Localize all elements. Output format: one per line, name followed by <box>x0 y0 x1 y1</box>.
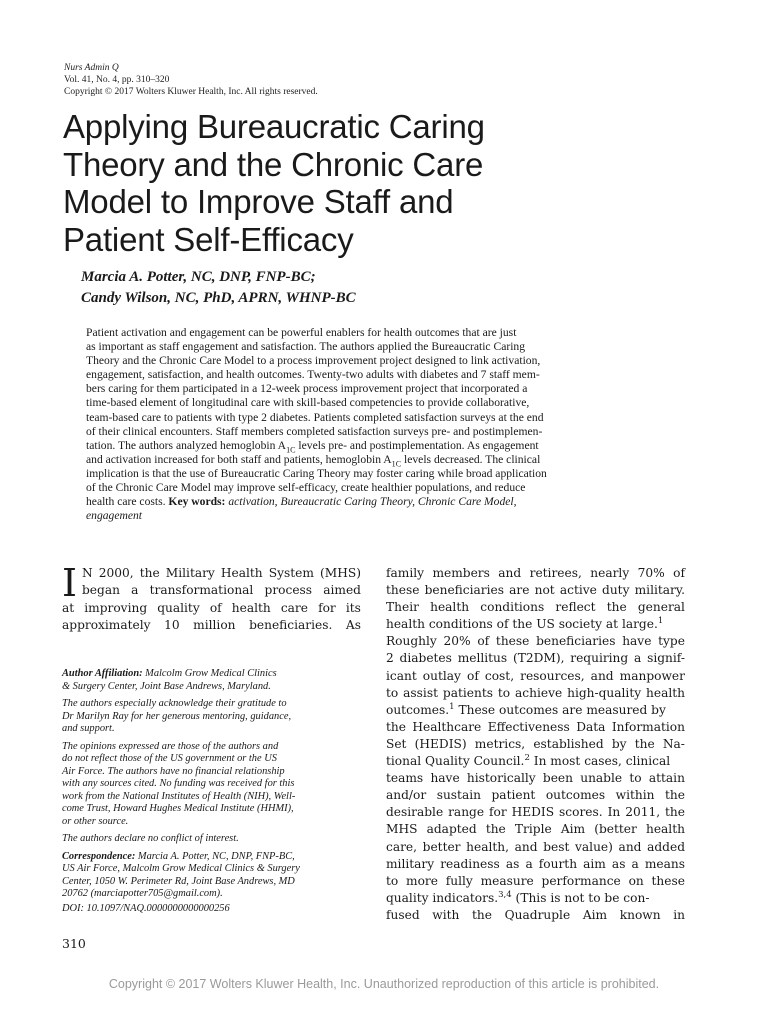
journal-header <box>64 62 318 98</box>
article-title <box>63 108 713 258</box>
body-line: approximately 10 million beneficiaries. As <box>62 618 361 633</box>
keywords: activation, Bureaucratic Caring Theory, Chronic Care Model, <box>225 495 517 509</box>
body-line: family members and retirees, nearly 70% of <box>386 566 685 580</box>
body-line: outcomes.$^1$ These outcomes are measured by <box>386 701 666 717</box>
body-line: teams have historically been unable to attain <box>386 771 685 786</box>
abstract-line: bers caring for them participated in a 12-week process improvement project that incorporated a <box>86 382 528 396</box>
body-line: to assist patients to achieve high-quality health <box>386 685 685 700</box>
body-line: Their health conditions reflect the general <box>386 600 685 615</box>
keywords: engagement <box>86 509 143 523</box>
title-line: Model to Improve Staff and <box>63 183 454 220</box>
title-line: Applying Bureaucratic Caring <box>63 108 485 145</box>
abstract <box>86 326 662 523</box>
author-list <box>81 267 356 309</box>
body-line: quality indicators.$^{3,4}$ (This is not to be con- <box>386 889 650 905</box>
body-line: care, better health, and best value) and added <box>386 839 685 854</box>
abstract-line: time-based element of longitudinal care with skill-based competencies to provide collaborative, <box>86 396 530 410</box>
body-line: health conditions of the US society at large.$^1$ <box>386 616 664 632</box>
disclaimer: The opinions expressed are those of the authors and do not reflect those of the US government or the US Air Force. The authors have no financial relationship with any sources cited. No funding was received for this work from the National Institutes of Health (NIH), Well- come Trust, Howard Hughes Medical Institute (HHMI), or other source. <box>62 740 296 827</box>
title-line: Theory and the Chronic Care <box>63 145 484 183</box>
body-line: fused with the Quadruple Aim known in <box>386 907 685 922</box>
body-line: and/or sustain patient outcomes within the <box>386 788 685 803</box>
abstract-line: and activation increased for both staff and patients, hemoglobin $A_{1C}$ levels decreased. The clinical <box>86 452 541 469</box>
keywords-label: Key words: <box>168 495 226 509</box>
author: Candy Wilson, NC, PhD, APRN, WHNP-BC <box>81 290 356 306</box>
header-copyright: Copyright © 2017 Wolters Kluwer Health, Inc. All rights reserved. <box>64 87 318 97</box>
body-line: the Healthcare Effectiveness Data Information <box>386 719 685 734</box>
body-line: desirable range for HEDIS scores. In 2011, the <box>386 805 685 820</box>
volume-info: Vol. 41, No. 4, pp. 310–320 <box>64 75 170 85</box>
title-line: Patient Self-Efficacy <box>63 220 354 258</box>
body-line: at improving quality of health care for its <box>62 600 361 615</box>
body-line: began a transformational process aimed <box>82 583 361 598</box>
abstract-line: of their clinical encounters. Staff members completed satisfaction surveys pre- and postimplemen- <box>86 424 543 438</box>
abstract-line: engagement, satisfaction, and health outcomes. Twenty-two adults with diabetes and 7 staff mem- <box>86 368 540 382</box>
footer-copyright-notice: Copyright © 2017 Wolters Kluwer Health, Inc. Unauthorized reproduction of this article is prohibited. <box>108 977 660 991</box>
abstract-line: of the Chronic Care Model may improve self-efficacy, create healthier populations, and reduce <box>86 481 526 495</box>
abstract-line: Patient activation and engagement can be powerful enablers for health outcomes that are just <box>86 326 517 339</box>
body-line: Set (HEDIS) metrics, established by the Na- <box>386 736 685 751</box>
journal-name: Nurs Admin Q <box>64 63 119 73</box>
drop-cap: I <box>62 561 78 605</box>
body-line: 2 diabetes mellitus (T2DM), requiring a signif- <box>386 651 685 666</box>
body-line: icant outlay of cost, resources, and manpower <box>386 668 685 683</box>
abstract-line: Theory and the Chronic Care Model to a process improvement project designed to link activation, <box>86 354 541 368</box>
footnotes <box>62 668 362 920</box>
abstract-line: implication is that the use of Bureaucratic Caring Theory may foster caring while broad application <box>86 466 547 480</box>
body-line: tional Quality Council.$^2$ In most cases, clinical <box>386 752 671 769</box>
acknowledgment: The authors especially acknowledge their gratitude to Dr Marilyn Ray for her generous mentoring, guidance, and support. <box>62 698 292 734</box>
author-affiliation: Author Affiliation: Malcolm Grow Medical Clinics & Surgery Center, Joint Base Andrews, Maryland. <box>62 668 277 692</box>
author: Marcia A. Potter, NC, DNP, FNP-BC; <box>81 269 316 285</box>
body-column-right <box>386 565 685 924</box>
abstract-line: tation. The authors analyzed hemoglobin $A_{1C}$ levels pre- and postimplementation. As engagement <box>86 438 539 455</box>
correspondence: Correspondence: Marcia A. Potter, NC, DNP, FNP-BC, US Air Force, Malcolm Grow Medical Clinics & Surgery Center, 1050 W. Perimeter Rd, Joint Base Andrews, MD 20762 (marciapotter705@gmail.com). <box>62 850 300 899</box>
body-line: MHS adapted the Triple Aim (better health <box>386 822 685 837</box>
abstract-keywords-line: health care costs. Key words: activation, Bureaucratic Caring Theory, Chronic Care Model, <box>86 495 517 509</box>
body-line: military readiness as a fourth aim as a means <box>386 856 685 871</box>
doi: DOI: 10.1097/NAQ.0000000000000256 <box>62 902 230 914</box>
abstract-line: team-based care to patients with type 2 diabetes. Patients completed satisfaction surveys at the end <box>86 410 544 424</box>
conflict-statement: The authors declare no conflict of interest. <box>62 833 239 844</box>
body-line: N 2000, the Military Health System (MHS) <box>82 566 361 580</box>
body-line: these beneficiaries are not active duty military. <box>386 583 685 598</box>
page-number: 310 <box>62 936 86 951</box>
body-line: to more fully measure performance on these <box>386 873 685 888</box>
abstract-line: as important as staff engagement and satisfaction. The authors applied the Bureaucratic Caring <box>86 340 526 354</box>
body-column-left <box>62 561 361 635</box>
body-line: Roughly 20% of these beneficiaries have type <box>386 634 685 649</box>
